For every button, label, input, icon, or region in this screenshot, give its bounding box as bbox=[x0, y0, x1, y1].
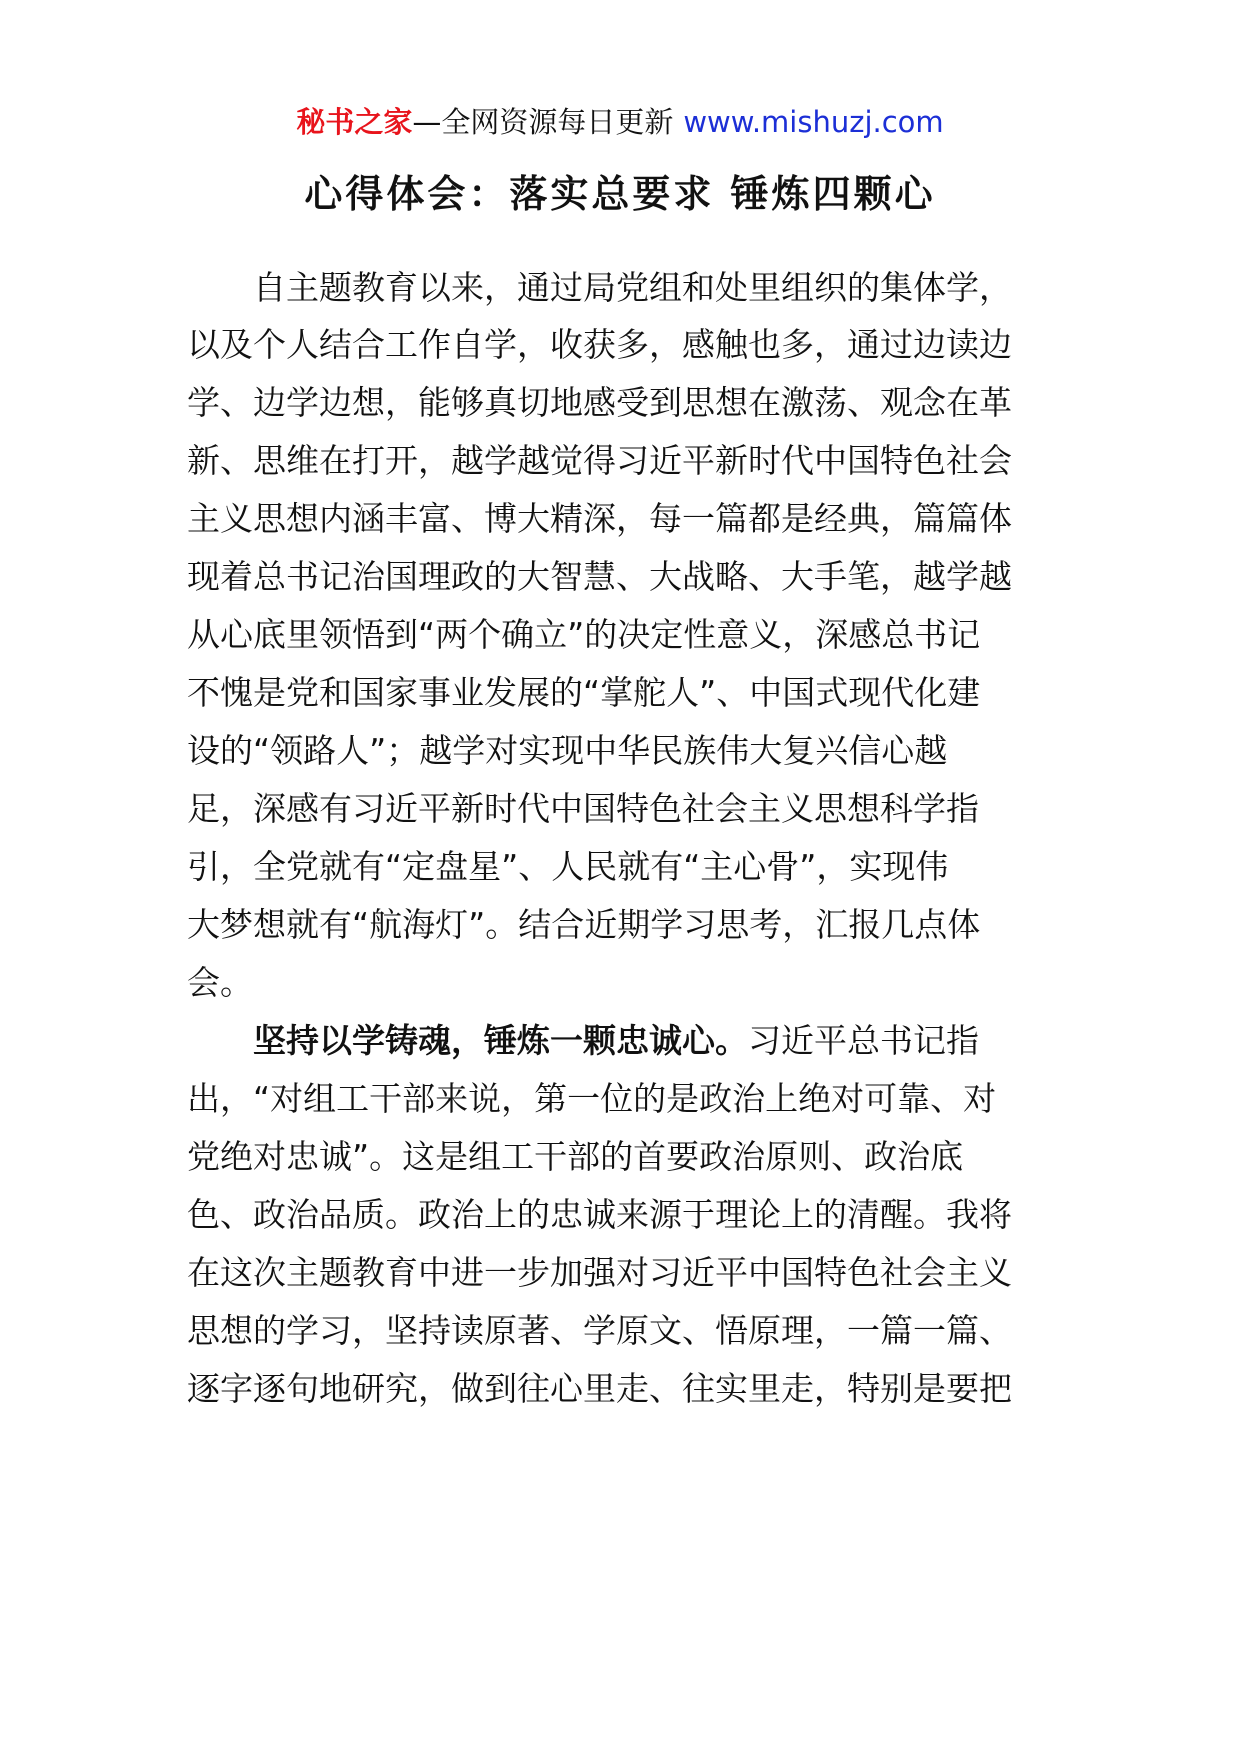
brand-name: 秘书之家 bbox=[296, 105, 413, 139]
body-line: 现着总书记治国理政的大智慧、大战略、大手笔，越学越 bbox=[187, 557, 1012, 596]
body-line: 引，全党就有“定盘星”、人民就有“主心骨”，实现伟 bbox=[187, 847, 949, 886]
section-heading-line bbox=[253, 1019, 1057, 1063]
body-line: 足，深感有习近平新时代中国特色社会主义思想科学指 bbox=[187, 789, 979, 828]
body-line: 大梦想就有“航海灯”。结合近期学习思考，汇报几点体 bbox=[187, 905, 981, 944]
body-text: 习近平总书记指 bbox=[748, 1021, 979, 1060]
body-line: 党绝对忠诚”。这是组工干部的首要政治原则、政治底 bbox=[187, 1137, 964, 1176]
header-tagline: —全网资源每日更新 bbox=[412, 105, 674, 139]
site-url-link[interactable]: www.mishuzj.com bbox=[683, 105, 944, 139]
body-line: 逐字逐句地研究，做到往心里走、往实里走，特别是要把 bbox=[187, 1369, 1012, 1408]
body-line: 新、思维在打开，越学越觉得习近平新时代中国特色社会 bbox=[187, 441, 1012, 480]
site-header bbox=[0, 100, 1240, 144]
body-line: 在这次主题教育中进一步加强对习近平中国特色社会主义 bbox=[187, 1253, 1012, 1292]
body-line: 从心底里领悟到“两个确立”的决定性意义，深感总书记 bbox=[187, 615, 981, 654]
body-line: 学、边学边想，能够真切地感受到思想在激荡、观念在革 bbox=[187, 383, 1012, 422]
body-line: 不愧是党和国家事业发展的“掌舵人”、中国式现代化建 bbox=[187, 673, 981, 712]
body-line: 思想的学习，坚持读原著、学原文、悟原理，一篇一篇、 bbox=[187, 1311, 1012, 1350]
body-line: 自主题教育以来，通过局党组和处里组织的集体学， bbox=[253, 268, 1012, 307]
body-line: 以及个人结合工作自学，收获多，感触也多，通过边读边 bbox=[187, 325, 1012, 364]
body-line: 主义思想内涵丰富、博大精深，每一篇都是经典，篇篇体 bbox=[187, 499, 1012, 538]
body-line: 会。 bbox=[187, 963, 253, 1002]
body-line: 设的“领路人”；越学对实现中华民族伟大复兴信心越 bbox=[187, 731, 948, 770]
body-line: 出，“对组工干部来说，第一位的是政治上绝对可靠、对 bbox=[187, 1079, 997, 1118]
body-line: 色、政治品质。政治上的忠诚来源于理论上的清醒。我将 bbox=[187, 1195, 1012, 1234]
section-heading: 坚持以学铸魂，锤炼一颗忠诚心。 bbox=[253, 1021, 748, 1060]
document-title: 心得体会：落实总要求 锤炼四颗心 bbox=[304, 172, 936, 216]
